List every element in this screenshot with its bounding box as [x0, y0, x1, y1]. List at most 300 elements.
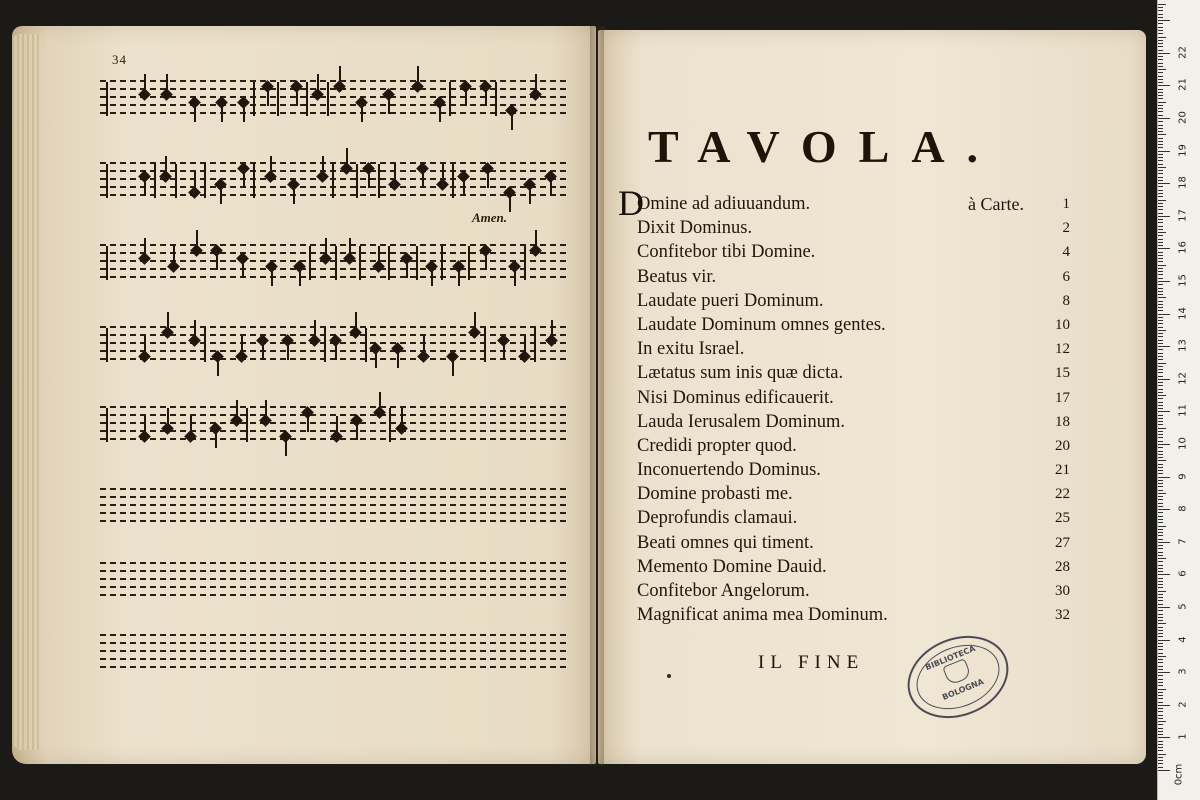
ruler-label: 5 — [1177, 603, 1189, 610]
note-stem — [166, 74, 168, 92]
bar-line — [204, 164, 206, 198]
ruler-tick — [1158, 248, 1170, 249]
note-stem — [401, 408, 403, 426]
ruler-tick — [1158, 291, 1163, 292]
note-stem — [388, 96, 390, 114]
ruler-tick — [1158, 539, 1163, 540]
ruler-tick — [1158, 53, 1170, 54]
toc-entry-page: 32 — [1055, 607, 1070, 624]
staff-line — [100, 276, 566, 278]
ruler-tick — [1158, 216, 1170, 217]
note-stem — [267, 88, 269, 106]
note-stem — [514, 268, 516, 286]
note-stem — [216, 252, 218, 270]
staff-line — [100, 594, 566, 596]
il-fine: IL FINE — [758, 652, 865, 673]
ruler-tick — [1158, 737, 1170, 738]
ruler-tick — [1158, 692, 1163, 693]
ruler-tick — [1158, 496, 1163, 497]
ruler-tick — [1158, 506, 1163, 507]
ruler-tick — [1158, 477, 1170, 478]
ruler-tick — [1158, 366, 1163, 367]
ruler-tick — [1158, 597, 1163, 598]
ruler-tick — [1158, 470, 1163, 471]
toc-entry-title: Domine probasti me. — [637, 484, 793, 505]
toc-entry-page: 10 — [1055, 316, 1070, 333]
ruler-tick — [1158, 281, 1170, 282]
bar-line — [154, 164, 156, 198]
ruler-tick — [1158, 715, 1163, 716]
toc-entry-page: 22 — [1055, 486, 1070, 503]
toc-entry-title: Confitebor tibi Domine. — [637, 242, 816, 263]
bar-line — [416, 246, 418, 280]
ruler-tick — [1158, 561, 1163, 562]
toc-entry — [620, 337, 1080, 361]
bar-line — [324, 328, 326, 362]
bar-line — [359, 246, 361, 280]
ruler-tick — [1158, 134, 1166, 135]
note-stem — [194, 104, 196, 122]
ruler-label: 1 — [1177, 733, 1189, 741]
ruler-label: 12 — [1177, 371, 1189, 385]
note-stem — [194, 172, 196, 190]
ruler-label: 15 — [1177, 274, 1189, 287]
bar-line — [468, 246, 470, 280]
bar-line — [378, 164, 380, 198]
note-stem — [511, 112, 513, 130]
ruler-tick — [1158, 565, 1163, 566]
clef-mark — [106, 82, 108, 116]
ruler-tick — [1158, 685, 1163, 686]
note-stem — [335, 342, 337, 360]
bar-line — [365, 328, 367, 362]
toc-entry-page: 27 — [1055, 534, 1070, 551]
staff-line — [100, 496, 566, 498]
ruler-tick — [1158, 724, 1163, 725]
ruler-tick — [1158, 444, 1170, 445]
note-stem — [144, 238, 146, 256]
toc-entry-title: Laudate pueri Dominum. — [637, 290, 824, 311]
note-stem — [144, 336, 146, 354]
staff-line — [100, 512, 566, 514]
note-stem — [406, 260, 408, 278]
bar-line — [452, 164, 454, 198]
ruler-tick — [1158, 568, 1163, 569]
toc-entry-title: Dixit Dominus. — [637, 218, 753, 239]
ruler-tick — [1158, 610, 1163, 611]
ruler-tick — [1158, 333, 1163, 334]
toc-entry-title: Omine ad adiuuandum. — [637, 194, 811, 214]
ruler-tick — [1158, 63, 1163, 64]
ruler-tick — [1158, 493, 1166, 494]
ruler-tick — [1158, 108, 1163, 109]
ruler-tick — [1158, 226, 1163, 227]
music-staff — [100, 562, 566, 602]
toc-entry — [620, 531, 1080, 555]
ruler-tick — [1158, 705, 1170, 706]
note-stem — [375, 350, 377, 368]
ruler-tick — [1158, 346, 1170, 347]
toc-entry-title: Beatus vir. — [637, 266, 717, 287]
note-stem — [503, 342, 505, 360]
ornament-dot — [667, 674, 671, 678]
bar-line — [309, 246, 311, 280]
ruler-tick — [1158, 69, 1166, 70]
toc-entry-title: Magnificat anima mea Dominum. — [637, 605, 888, 626]
note-stem — [452, 358, 454, 376]
ruler-tick — [1158, 255, 1163, 256]
music-staff — [100, 162, 566, 202]
note-stem — [265, 400, 267, 418]
ruler-tick — [1158, 50, 1163, 51]
ruler-tick — [1158, 437, 1163, 438]
ruler-tick — [1158, 343, 1163, 344]
note-stem — [243, 104, 245, 122]
staff-line — [100, 578, 566, 580]
toc-entry — [618, 183, 1080, 223]
ruler-tick — [1158, 542, 1170, 543]
note-stem — [349, 238, 351, 256]
toc-entry — [620, 555, 1080, 579]
note-stem — [165, 156, 167, 174]
note-stem — [217, 358, 219, 376]
ruler-tick — [1158, 301, 1163, 302]
ruler-tick — [1158, 600, 1163, 601]
ruler-tick — [1158, 669, 1163, 670]
bar-line — [277, 82, 279, 116]
ruler-tick — [1158, 447, 1163, 448]
bar-line — [327, 82, 329, 116]
ruler-label: 19 — [1177, 143, 1189, 157]
note-stem — [322, 156, 324, 174]
ruler-tick — [1158, 763, 1163, 764]
note-stem — [190, 416, 192, 434]
toc-entry — [620, 361, 1080, 385]
ruler-tick — [1158, 617, 1163, 618]
note-stem — [317, 74, 319, 92]
staff-line — [100, 358, 566, 360]
lyric-amen: Amen. — [472, 210, 508, 225]
page-title: TAVOLA. — [648, 121, 1001, 172]
note-stem — [314, 320, 316, 338]
toc-entry-title: Credidi propter quod. — [637, 435, 797, 456]
bar-line — [534, 328, 536, 362]
ruler-tick — [1158, 320, 1163, 321]
note-stem — [524, 336, 526, 354]
ruler-tick — [1158, 209, 1163, 210]
ruler-tick — [1158, 757, 1163, 758]
note-stem — [458, 268, 460, 286]
ruler-tick — [1158, 767, 1163, 768]
ruler-label: 21 — [1177, 78, 1189, 92]
note-stem — [346, 148, 348, 166]
ruler-tick — [1158, 95, 1163, 96]
ruler-tick — [1158, 164, 1163, 165]
ruler-tick — [1158, 607, 1170, 608]
ruler-tick — [1158, 330, 1166, 331]
ruler-tick — [1158, 741, 1163, 742]
toc-entry — [620, 603, 1080, 627]
ruler-tick — [1158, 623, 1166, 624]
ruler-tick — [1158, 441, 1163, 442]
ruler-tick — [1158, 131, 1163, 132]
ruler-tick — [1158, 385, 1163, 386]
note-stem — [167, 408, 169, 426]
ruler-tick — [1158, 144, 1163, 145]
ruler-tick — [1158, 235, 1163, 236]
ruler-tick — [1158, 261, 1163, 262]
ruler-tick — [1158, 750, 1163, 751]
staff-line — [100, 414, 566, 416]
bar-line — [246, 408, 248, 442]
ruler-tick — [1158, 483, 1163, 484]
ruler-tick — [1158, 721, 1166, 722]
toc-entry-page: 28 — [1055, 558, 1070, 575]
note-stem — [379, 392, 381, 410]
staff-line — [100, 260, 566, 262]
clef-mark — [106, 164, 108, 198]
note-stem — [196, 230, 198, 248]
music-staff — [100, 244, 566, 284]
staff-line — [100, 252, 566, 254]
staff-line — [100, 642, 566, 644]
bar-line — [389, 408, 391, 442]
ruler-label: 14 — [1177, 306, 1189, 320]
toc-entry-page: 2 — [1062, 220, 1070, 237]
table-of-contents — [618, 183, 1080, 627]
ruler-tick — [1158, 679, 1163, 680]
note-stem — [485, 88, 487, 106]
toc-entry-title: Deprofundis clamaui. — [637, 508, 798, 529]
staff-line — [100, 586, 566, 588]
note-stem — [270, 156, 272, 174]
staff-line — [100, 650, 566, 652]
ruler-tick — [1158, 532, 1163, 533]
ruler-tick — [1158, 56, 1163, 57]
ruler-tick — [1158, 522, 1163, 523]
ruler-tick — [1158, 323, 1163, 324]
note-stem — [307, 414, 309, 432]
ruler-tick — [1158, 558, 1166, 559]
ruler-tick — [1158, 46, 1163, 47]
ruler-tick — [1158, 203, 1163, 204]
music-staff — [100, 634, 566, 674]
ruler-tick — [1158, 10, 1163, 11]
note-stem — [325, 238, 327, 256]
bar-line — [388, 246, 390, 280]
ruler-tick — [1158, 30, 1163, 31]
note-stem — [293, 186, 295, 204]
ruler-tick — [1158, 307, 1163, 308]
ruler-tick — [1158, 186, 1163, 187]
toc-entry — [620, 410, 1080, 434]
ruler-tick — [1158, 760, 1163, 761]
ruler-label: 11 — [1177, 404, 1189, 418]
note-stem — [535, 74, 537, 92]
toc-entry-page: 6 — [1062, 268, 1070, 285]
ruler-tick — [1158, 754, 1166, 755]
ruler-tick — [1158, 167, 1166, 168]
ruler-tick — [1158, 614, 1163, 615]
ruler-tick — [1158, 232, 1166, 233]
ruler-tick — [1158, 105, 1163, 106]
ruler-tick — [1158, 382, 1163, 383]
ruler-tick — [1158, 509, 1170, 510]
ruler-label: 17 — [1177, 208, 1189, 222]
ruler-tick — [1158, 747, 1163, 748]
ruler-tick — [1158, 177, 1163, 178]
ruler-tick — [1158, 695, 1163, 696]
ruler-tick — [1158, 111, 1163, 112]
ruler-tick — [1158, 151, 1170, 152]
ruler-tick — [1158, 183, 1170, 184]
ruler-tick — [1158, 72, 1163, 73]
staff-line — [100, 562, 566, 564]
ruler-tick — [1158, 672, 1170, 673]
ruler-tick — [1158, 675, 1163, 676]
note-stem — [439, 104, 441, 122]
staff-line — [100, 634, 566, 636]
toc-entry-page: 25 — [1055, 510, 1070, 527]
toc-entry-page: 30 — [1055, 583, 1070, 599]
ruler-tick — [1158, 23, 1163, 24]
note-stem — [356, 422, 358, 440]
ruler-tick — [1158, 340, 1163, 341]
toc-entry-page: 21 — [1055, 462, 1070, 479]
clef-mark — [106, 246, 108, 280]
note-stem — [474, 312, 476, 330]
carte-label: à Carte. — [968, 194, 1024, 214]
toc-entry — [620, 289, 1080, 313]
ruler-tick — [1158, 627, 1163, 628]
ruler-tick — [1158, 486, 1163, 487]
ruler-tick — [1158, 317, 1163, 318]
note-stem — [296, 88, 298, 106]
ruler-tick — [1158, 480, 1163, 481]
note-stem — [485, 252, 487, 270]
ruler-tick — [1158, 7, 1163, 8]
ruler-tick — [1158, 43, 1163, 44]
staff-line — [100, 244, 566, 246]
ruler-label: 16 — [1177, 241, 1189, 255]
ruler-tick — [1158, 252, 1163, 253]
note-stem — [529, 186, 531, 204]
ruler-tick — [1158, 516, 1163, 517]
toc-entry-title: Memento Domine Dauid. — [637, 556, 827, 577]
toc-entry-title: Nisi Dominus edificauerit. — [637, 387, 834, 408]
ruler-tick — [1158, 147, 1163, 148]
toc-entry-page: 12 — [1055, 341, 1070, 358]
bar-line — [204, 328, 206, 362]
music-staff — [100, 488, 566, 528]
ruler-tick — [1158, 744, 1163, 745]
ruler-tick — [1158, 138, 1163, 139]
bar-line — [306, 82, 308, 116]
ruler-tick — [1158, 17, 1163, 18]
ruler-tick — [1158, 33, 1163, 34]
ruler-label: 6 — [1177, 570, 1189, 578]
stamp-text-bottom: BOLOGNA — [940, 677, 986, 702]
ruler-tick — [1158, 327, 1163, 328]
note-stem — [167, 312, 169, 330]
note-stem — [442, 164, 444, 182]
ruler-tick — [1158, 180, 1163, 181]
ruler-tick — [1158, 363, 1166, 364]
bar-line — [495, 82, 497, 116]
ruler-tick — [1158, 682, 1163, 683]
ruler-tick — [1158, 66, 1163, 67]
toc-entry-title: Laudate Dominum omnes gentes. — [637, 314, 886, 335]
page-number: 34 — [112, 52, 127, 67]
clef-mark — [106, 328, 108, 362]
ruler-tick — [1158, 125, 1163, 126]
ruler-tick — [1158, 711, 1163, 712]
note-stem — [551, 320, 553, 338]
staff-line — [100, 406, 566, 408]
ruler-tick — [1158, 14, 1163, 15]
staff-line — [100, 504, 566, 506]
clef-mark — [106, 408, 108, 442]
bar-line — [332, 164, 334, 198]
ruler-tick — [1158, 297, 1166, 298]
ruler-label: 18 — [1177, 176, 1189, 190]
ruler-tick — [1158, 545, 1163, 546]
ruler-tick — [1158, 464, 1163, 465]
note-stem — [242, 260, 244, 278]
ruler-tick — [1158, 40, 1163, 41]
ruler-tick — [1158, 718, 1163, 719]
ruler-tick — [1158, 659, 1163, 660]
note-stem — [535, 230, 537, 248]
note-stem — [339, 66, 341, 84]
ruler-unit: 0cm — [1173, 763, 1185, 786]
ruler-tick — [1158, 20, 1170, 21]
ruler-tick — [1158, 239, 1163, 240]
ruler-tick — [1158, 92, 1163, 93]
ruler-tick — [1158, 731, 1163, 732]
toc-entry-title: Beati omnes qui timent. — [637, 532, 814, 553]
ruler-tick — [1158, 141, 1163, 142]
note-stem — [299, 268, 301, 286]
toc-entry — [620, 434, 1080, 458]
note-stem — [355, 312, 357, 330]
ruler-tick — [1158, 206, 1163, 207]
ruler-tick — [1158, 499, 1163, 500]
ruler-tick — [1158, 574, 1170, 575]
note-stem — [144, 178, 146, 196]
ruler-tick — [1158, 372, 1163, 373]
ruler-tick — [1158, 242, 1163, 243]
ruler-tick — [1158, 258, 1163, 259]
ruler-tick — [1158, 405, 1163, 406]
ruler-tick — [1158, 271, 1163, 272]
ruler-tick — [1158, 728, 1163, 729]
staff-line — [100, 658, 566, 660]
note-stem — [465, 88, 467, 106]
ruler-tick — [1158, 193, 1163, 194]
ruler-tick — [1158, 591, 1166, 592]
ruler-tick — [1158, 128, 1163, 129]
ruler-tick — [1158, 265, 1166, 266]
toc-entry-title: In exitu Israel. — [637, 339, 745, 360]
ruler-tick — [1158, 434, 1163, 435]
note-stem — [144, 74, 146, 92]
staff-line — [100, 520, 566, 522]
note-stem — [144, 416, 146, 434]
ruler-tick — [1158, 555, 1163, 556]
ruler-tick — [1158, 649, 1163, 650]
note-stem — [487, 170, 489, 188]
